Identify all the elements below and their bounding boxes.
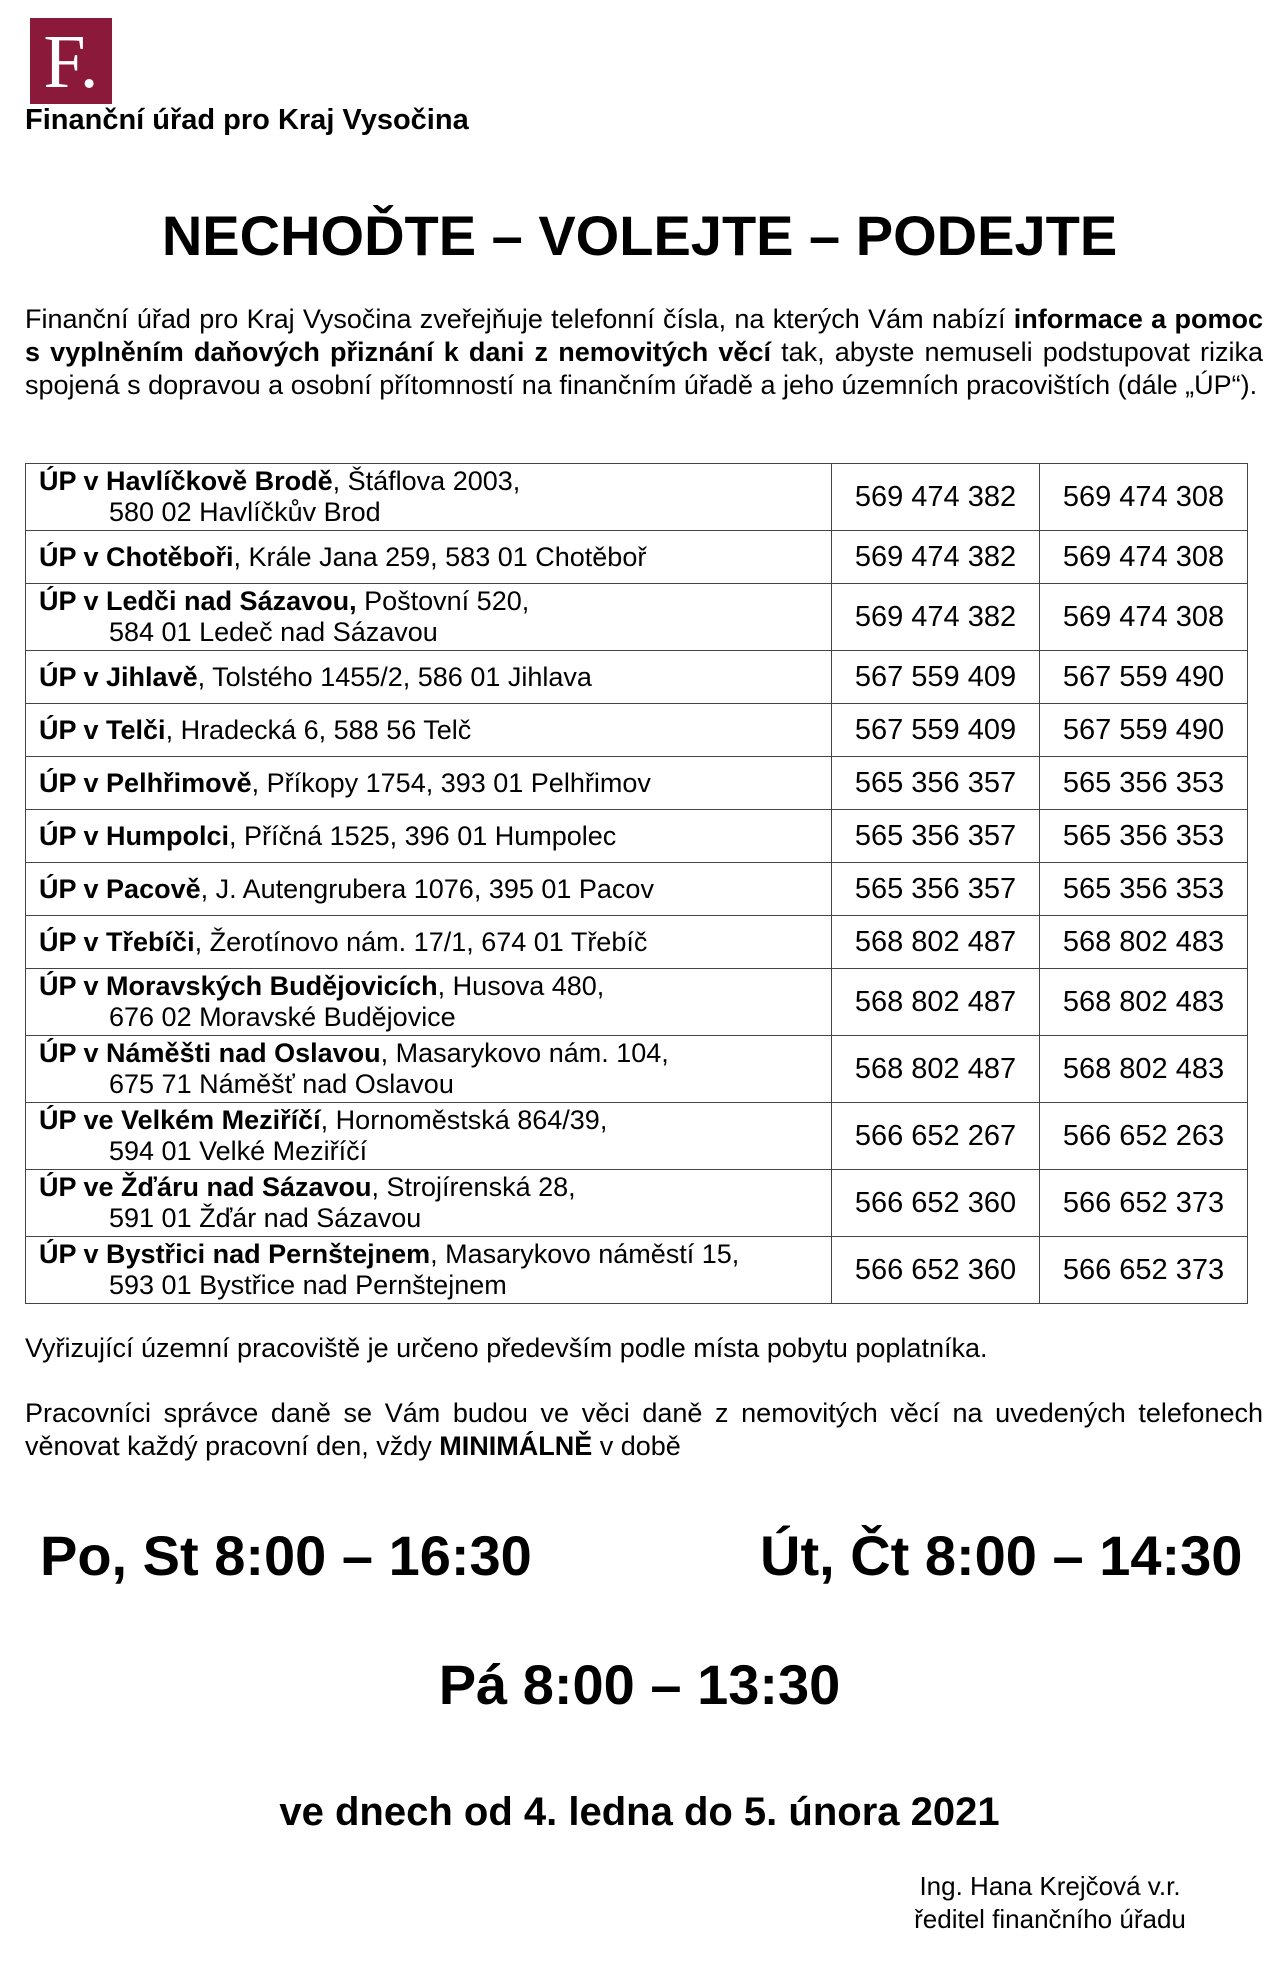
office-address-line1: , Husova 480, <box>437 971 605 1001</box>
hours-tue-thu: Út, Čt 8:00 – 14:30 <box>760 1524 1243 1587</box>
office-phone-1: 568 802 487 <box>831 916 1039 969</box>
office-name: ÚP v Pelhřimově <box>39 767 252 798</box>
table-row <box>26 704 1248 757</box>
office-phone-2: 567 559 490 <box>1039 704 1247 757</box>
office-phone-1: 567 559 409 <box>831 651 1039 704</box>
office-name: ÚP v Pacově <box>39 873 201 904</box>
office-name: ÚP v Humpolci <box>39 820 230 851</box>
note-hours <box>25 1397 1263 1463</box>
office-name: ÚP v Jihlavě <box>39 661 198 692</box>
office-address-cell <box>26 1103 832 1170</box>
office-phone-2: 567 559 490 <box>1039 651 1247 704</box>
office-phone-2: 565 356 353 <box>1039 810 1247 863</box>
office-name: ÚP v Havlíčkově Brodě <box>39 466 333 496</box>
intro-text-1: Finanční úřad pro Kraj Vysočina zveřejňuje telefonní čísla, na kterých Vám nabízí <box>25 304 1014 334</box>
office-name: ÚP ve Žďáru nad Sázavou <box>39 1172 372 1202</box>
office-address-cell <box>26 1170 832 1237</box>
office-address-line2: 591 01 Žďár nad Sázavou <box>109 1203 422 1233</box>
office-address-line2: 593 01 Bystřice nad Pernštejnem <box>109 1270 507 1300</box>
table-row <box>26 863 1248 916</box>
office-phone-1: 565 356 357 <box>831 810 1039 863</box>
table-row <box>26 1036 1248 1103</box>
office-phone-2: 565 356 353 <box>1039 863 1247 916</box>
office-name: ÚP v Bystřici nad Pernštejnem <box>39 1239 431 1269</box>
office-address-line2: 580 02 Havlíčkův Brod <box>109 497 381 527</box>
office-address-cell <box>26 969 832 1036</box>
offices-table <box>25 463 1248 1304</box>
table-row <box>26 916 1248 969</box>
note-hours-bold: MINIMÁLNĚ <box>439 1431 593 1461</box>
office-phone-1: 567 559 409 <box>831 704 1039 757</box>
office-address-line2: 584 01 Ledeč nad Sázavou <box>109 617 438 647</box>
intro-paragraph <box>25 303 1263 402</box>
hours-mon-wed: Po, St 8:00 – 16:30 <box>40 1524 532 1587</box>
table-row <box>26 651 1248 704</box>
office-name: ÚP v Třebíči <box>39 926 195 957</box>
logo-text: F. <box>43 20 99 104</box>
office-phone-2: 569 474 308 <box>1039 531 1247 584</box>
office-address-line1: , Krále Jana 259, 583 01 Chotěboř <box>233 541 647 572</box>
table-row <box>26 1170 1248 1237</box>
signature-name: Ing. Hana Krejčová v.r. <box>919 1871 1181 1901</box>
intro-text-bold: informace a pomoc s vyplněním daňových přiznání k dani z nemovitých věcí <box>25 304 1263 367</box>
office-name: ÚP v Chotěboři <box>39 541 234 572</box>
table-row <box>26 757 1248 810</box>
office-address-line1: Poštovní 520, <box>356 586 530 616</box>
office-phone-2: 566 652 263 <box>1039 1103 1247 1170</box>
note-hours-text-1: Pracovníci správce daně se Vám budou ve věci daně z nemovitých věcí na uvedených telefonech věnovat každý pracovní den, vždy <box>25 1398 1263 1461</box>
office-name: ÚP v Náměšti nad Oslavou <box>39 1038 381 1068</box>
office-phone-1: 569 474 382 <box>831 531 1039 584</box>
office-phone-2: 565 356 353 <box>1039 757 1247 810</box>
table-row <box>26 969 1248 1036</box>
office-address-line1: , Hornoměstská 864/39, <box>320 1105 608 1135</box>
office-address-line1: , Tolstého 1455/2, 586 01 Jihlava <box>197 661 592 692</box>
signature <box>900 1870 1200 1936</box>
office-phone-1: 569 474 382 <box>831 464 1039 531</box>
page-title: NECHOĎTE – VOLEJTE – PODEJTE <box>161 204 1118 267</box>
signature-role: ředitel finančního úřadu <box>914 1904 1186 1934</box>
office-phone-2: 566 652 373 <box>1039 1170 1247 1237</box>
table-row <box>26 464 1248 531</box>
office-address-line1: , Hradecká 6, 588 56 Telč <box>165 714 472 745</box>
office-name: ÚP v Ledči nad Sázavou, <box>39 586 357 616</box>
office-name: Finanční úřad pro Kraj Vysočina <box>25 104 469 136</box>
office-phone-1: 565 356 357 <box>831 863 1039 916</box>
table-row <box>26 531 1248 584</box>
office-phone-2: 569 474 308 <box>1039 584 1247 651</box>
office-phone-1: 565 356 357 <box>831 757 1039 810</box>
office-address-cell <box>26 531 832 584</box>
table-row <box>26 584 1248 651</box>
office-address-cell <box>26 464 832 531</box>
office-address-cell <box>26 584 832 651</box>
office-address-cell <box>26 863 832 916</box>
note-hours-text-2: v době <box>592 1431 681 1461</box>
office-name: ÚP v Moravských Budějovicích <box>39 971 438 1001</box>
office-address-line1: , Příčná 1525, 396 01 Humpolec <box>229 820 617 851</box>
table-row <box>26 1237 1248 1304</box>
office-address-line1: , Masarykovo nám. 104, <box>380 1038 669 1068</box>
office-address-cell <box>26 1237 832 1304</box>
office-phone-2: 566 652 373 <box>1039 1237 1247 1304</box>
table-row <box>26 1103 1248 1170</box>
office-phone-1: 566 652 360 <box>831 1170 1039 1237</box>
office-address-line2: 594 01 Velké Meziříčí <box>109 1136 368 1166</box>
office-phone-2: 568 802 483 <box>1039 1036 1247 1103</box>
office-address-line1: , J. Autengrubera 1076, 395 01 Pacov <box>200 873 654 904</box>
office-address-cell <box>26 651 832 704</box>
office-address-line2: 675 71 Náměšť nad Oslavou <box>109 1069 454 1099</box>
office-address-cell <box>26 704 832 757</box>
office-address-cell <box>26 757 832 810</box>
office-name: ÚP v Telči <box>39 714 166 745</box>
office-address-line1: , Žerotínovo nám. 17/1, 674 01 Třebíč <box>194 926 648 957</box>
office-phone-1: 566 652 267 <box>831 1103 1039 1170</box>
office-address-line1: , Příkopy 1754, 393 01 Pelhřimov <box>251 767 651 798</box>
office-address-line1: , Strojírenská 28, <box>371 1172 576 1202</box>
office-phone-1: 569 474 382 <box>831 584 1039 651</box>
office-address-line2: 676 02 Moravské Budějovice <box>109 1002 456 1032</box>
office-address-cell <box>26 810 832 863</box>
office-phone-2: 568 802 483 <box>1039 969 1247 1036</box>
note-workplace: Vyřizující územní pracoviště je určeno především podle místa pobytu poplatníka. <box>25 1333 988 1363</box>
office-phone-1: 568 802 487 <box>831 969 1039 1036</box>
office-address-cell <box>26 1036 832 1103</box>
office-phone-1: 568 802 487 <box>831 1036 1039 1103</box>
logo <box>30 18 112 104</box>
office-phone-2: 569 474 308 <box>1039 464 1247 531</box>
office-address-cell <box>26 916 832 969</box>
intro-text-2: tak, abyste nemuseli podstupovat rizika spojená s dopravou a osobní přítomností na finančním úřadě a jeho územních pracovištích (dále „ÚP“). <box>25 337 1263 400</box>
office-phone-2: 568 802 483 <box>1039 916 1247 969</box>
office-name: ÚP ve Velkém Meziříčí <box>39 1105 321 1135</box>
table-row <box>26 810 1248 863</box>
office-address-line1: , Štáflova 2003, <box>332 466 521 496</box>
office-address-line1: , Masarykovo náměstí 15, <box>430 1239 740 1269</box>
period-dates: ve dnech od 4. ledna do 5. února 2021 <box>279 1790 1000 1834</box>
office-phone-1: 566 652 360 <box>831 1237 1039 1304</box>
hours-fri: Pá 8:00 – 13:30 <box>438 1653 841 1716</box>
